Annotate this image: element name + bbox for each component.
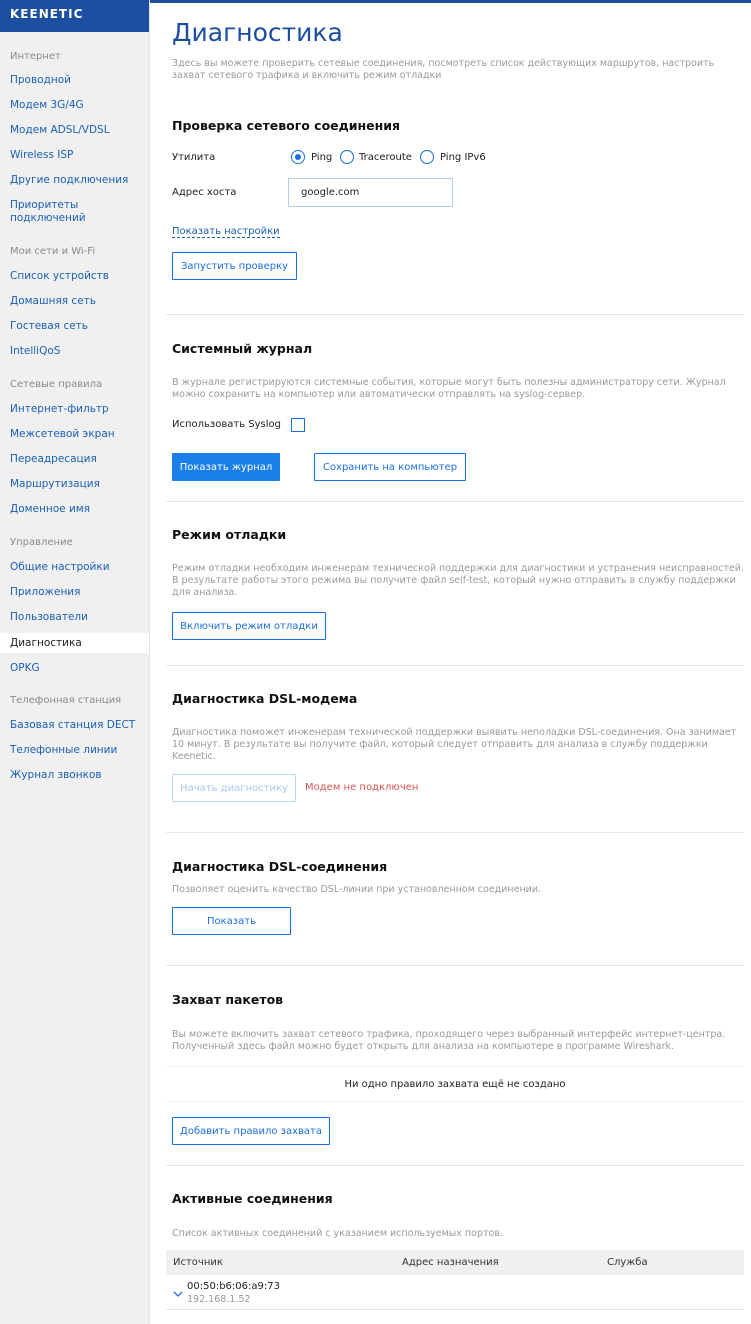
section-divider	[166, 965, 744, 966]
dsl-connection-title: Диагностика DSL-соединения	[172, 859, 388, 874]
dsl-modem-description: Диагностика поможет инженерам технической поддержки выявить неполадки DSL-соединения. Она занимает 10 минут. В результате вы получите файл, который следует отправить для анализа в службу поддержки Keenetic.	[172, 727, 737, 762]
utility-label: Утилита	[172, 152, 216, 163]
sidebar-item-call-log[interactable]: Журнал звонков	[10, 769, 102, 781]
dsl-connection-description: Позволяет оценить качество DSL-линии при установленном соединении.	[172, 884, 542, 895]
page-title: Диагностика	[172, 18, 343, 47]
sidebar-group-telephony: Телефонная станция	[10, 695, 122, 706]
radio-traceroute-label[interactable]: Traceroute	[359, 152, 412, 163]
section-divider	[166, 314, 744, 315]
system-log-title: Системный журнал	[172, 341, 313, 356]
radio-ping-label[interactable]: Ping	[311, 152, 333, 163]
sidebar-item-intelliqos[interactable]: IntelliQoS	[10, 345, 61, 357]
sidebar-item-users[interactable]: Пользователи	[10, 611, 88, 623]
use-syslog-label: Использовать Syslog	[172, 419, 281, 430]
show-dsl-connection-button[interactable]: Показать	[172, 907, 291, 935]
section-divider	[166, 1165, 744, 1166]
sidebar-item-firewall[interactable]: Межсетевой экран	[10, 428, 115, 440]
page-description: Здесь вы можете проверить сетевые соединения, посмотреть список действующих маршрутов, настроить захват сетевого трафика и включить режим отладки	[172, 58, 715, 81]
sidebar-item-devices[interactable]: Список устройств	[10, 270, 109, 282]
start-diagnostics-button[interactable]: Начать диагностику	[172, 774, 296, 802]
radio-ping[interactable]	[291, 150, 305, 164]
system-log-description: В журнале регистрируются системные события, которые могут быть полезны администратору сети. Журнал можно сохранить на компьютер или автоматически отправлять на syslog-сервер.	[172, 377, 726, 400]
sidebar-item-internet-filter[interactable]: Интернет-фильтр	[10, 403, 109, 415]
packet-capture-description: Вы можете включить захват сетевого трафика, проходящего через выбранный интерфейс интернет-центра. Полученный здесь файл можно будет открыть для анализа на компьютере в программе Wireshark.	[172, 1029, 726, 1052]
enable-debug-button[interactable]: Включить режим отладки	[172, 612, 326, 640]
sidebar-item-applications[interactable]: Приложения	[10, 586, 81, 598]
run-check-button[interactable]: Запустить проверку	[172, 252, 297, 280]
modem-status-text: Модем не подключен	[305, 782, 419, 793]
packet-capture-title: Захват пакетов	[172, 992, 284, 1007]
dsl-modem-title: Диагностика DSL-модема	[172, 691, 358, 706]
sidebar-item-phone-lines[interactable]: Телефонные линии	[10, 744, 118, 756]
sidebar-item-domain-name[interactable]: Доменное имя	[10, 503, 91, 515]
debug-mode-title: Режим отладки	[172, 527, 287, 542]
sidebar	[0, 0, 150, 1324]
sidebar-item-home-network[interactable]: Домашняя сеть	[10, 295, 96, 307]
source-ip: 192.168.1.52	[187, 1294, 251, 1305]
source-mac: 00:50:b6:06:a9:73	[187, 1281, 280, 1292]
network-check-title: Проверка сетевого соединения	[172, 118, 401, 133]
section-divider	[166, 501, 744, 502]
radio-ping-ipv6[interactable]	[420, 150, 434, 164]
column-service[interactable]: Служба	[607, 1257, 648, 1268]
sidebar-group-networks: Мои сети и Wi-Fi	[10, 246, 96, 257]
table-row[interactable]	[166, 1275, 744, 1310]
sidebar-item-wired[interactable]: Проводной	[10, 74, 71, 86]
sidebar-group-internet: Интернет	[10, 51, 61, 62]
sidebar-item-modem-adsl-vdsl[interactable]: Модем ADSL/VDSL	[10, 124, 110, 136]
sidebar-group-network-rules: Сетевые правила	[10, 379, 103, 390]
sidebar-item-routing[interactable]: Маршрутизация	[10, 478, 100, 490]
host-address-label: Адрес хоста	[172, 187, 237, 198]
sidebar-item-guest-network[interactable]: Гостевая сеть	[10, 320, 88, 332]
main-content	[152, 0, 751, 1324]
brand-logo: KEENETIC	[0, 0, 149, 32]
sidebar-item-connection-priorities[interactable]: Приоритеты подключений	[10, 199, 86, 224]
sidebar-item-dect-base[interactable]: Базовая станция DECT	[10, 719, 136, 731]
sidebar-item-other-connections[interactable]: Другие подключения	[10, 174, 129, 186]
column-destination[interactable]: Адрес назначения	[402, 1257, 499, 1268]
debug-mode-description: Режим отладки необходим инженерам технической поддержки для диагностики и устранения неисправностей. В результате работы этого режима вы получите файл self-test, который нужно отправить в службу поддержки для анализа.	[172, 563, 744, 598]
column-source[interactable]: Источник	[173, 1257, 223, 1268]
host-address-input[interactable]: google.com	[288, 178, 453, 207]
show-settings-link[interactable]: Показать настройки	[172, 226, 280, 237]
chevron-down-icon[interactable]	[172, 1285, 184, 1297]
connections-table-header	[166, 1250, 744, 1275]
sidebar-item-forwarding[interactable]: Переадресация	[10, 453, 97, 465]
section-divider	[166, 665, 744, 666]
add-capture-rule-button[interactable]: Добавить правило захвата	[172, 1117, 330, 1145]
sidebar-item-wireless-isp[interactable]: Wireless ISP	[10, 149, 74, 161]
show-log-button[interactable]: Показать журнал	[172, 453, 280, 481]
sidebar-item-diagnostics[interactable]: Диагностика	[0, 633, 149, 653]
radio-ping-ipv6-label[interactable]: Ping IPv6	[440, 152, 486, 163]
sidebar-group-management: Управление	[10, 537, 73, 548]
radio-traceroute[interactable]	[340, 150, 354, 164]
capture-empty-state: Ни одно правило захвата ещё не создано	[166, 1066, 744, 1102]
active-connections-description: Список активных соединений с указанием используемых портов.	[172, 1228, 503, 1239]
sidebar-item-modem-3g-4g[interactable]: Модем 3G/4G	[10, 99, 84, 111]
sidebar-item-general-settings[interactable]: Общие настройки	[10, 561, 110, 573]
use-syslog-checkbox[interactable]	[291, 418, 305, 432]
sidebar-item-opkg[interactable]: OPKG	[10, 662, 40, 674]
save-to-computer-button[interactable]: Сохранить на компьютер	[314, 453, 466, 481]
active-connections-title: Активные соединения	[172, 1191, 333, 1206]
section-divider	[166, 832, 744, 833]
